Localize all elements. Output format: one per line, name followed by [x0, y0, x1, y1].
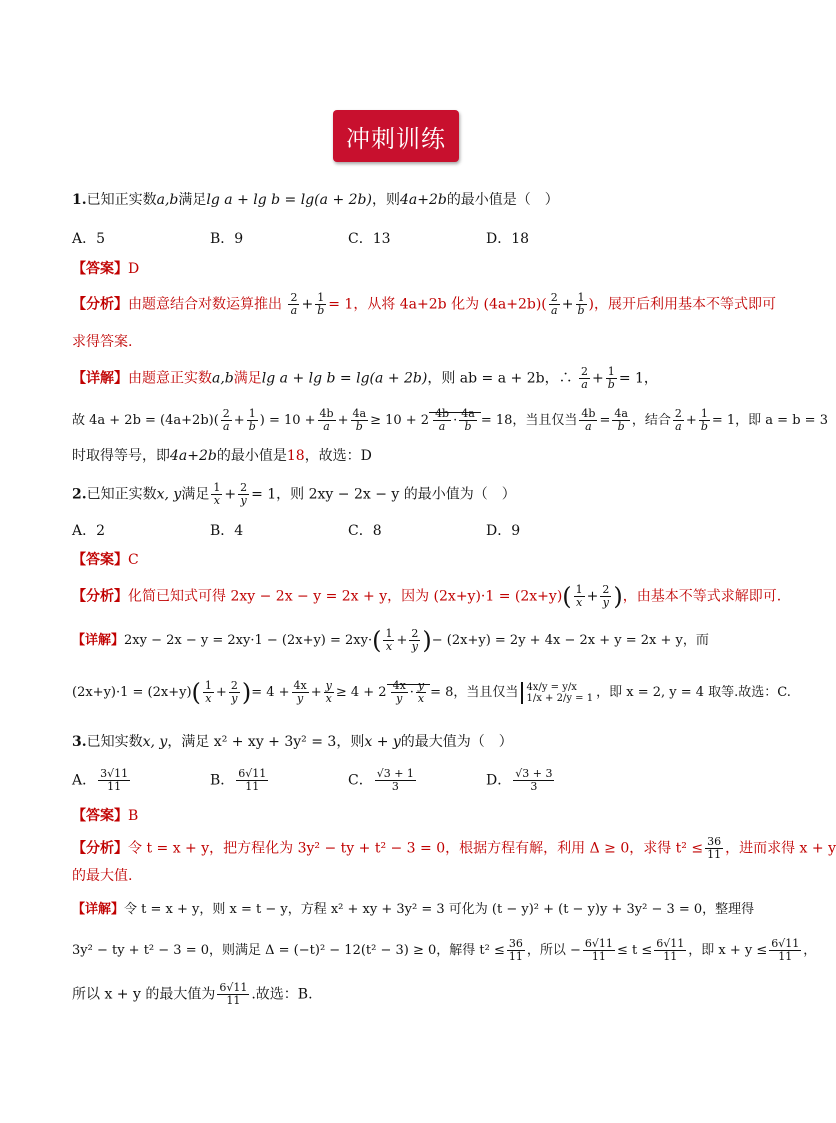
fraction: $\frac{4b}{a}$: [581, 407, 596, 433]
q3-analysis: [72, 836, 836, 861]
q3-number: 3.: [72, 734, 87, 750]
q2-stem-text: = 1，则 2xy − 2x − y 的最小值为（ ）: [251, 486, 516, 503]
detail-text: 所以 x + y 的最大值为: [72, 986, 216, 1003]
q1-detail-line2: 故 4a + 2b = (4a+2b)( $\frac{2}{a}$ + $\frac{1}{b}$ ) = 10 + $\frac{4b}{a}$ + $\frac{4a}{b}$ ≥ 10 + 2 $\frac{4b}{a}$ · $\frac{4a}{b}$ = 18，当且仅当 $\frac{4b}{a}$ = $\frac{4a}{b}$ ，结合 $\frac{2}{a}$ + $\frac{1}{b}$ = 1，即 a = b = 3: [72, 407, 828, 433]
q1-option-c[interactable]: C．13: [348, 231, 391, 247]
detail-equation: lg a + lg b = lg(a + 2b): [261, 370, 428, 387]
q1-detail: 【详解】由题意正实数a,b满足lg a + lg b = lg(a + 2b)，则 ab = a + 2b，∴ $\frac{2}{a}$ + $\frac{1}{b}$ = 1，: [72, 365, 658, 391]
answer-value: B: [128, 808, 139, 824]
q1-stem-text: 满足: [178, 192, 207, 208]
analysis-text: = 1，从将 4a+2b 化为 (4a+2b)(: [328, 296, 547, 313]
fraction: $\frac{36}{11}$: [707, 835, 722, 861]
q1-equation: lg a + lg b = lg(a + 2b): [206, 192, 372, 208]
detail-text: ，即 x + y ≤: [688, 943, 768, 958]
detail-text: ，: [803, 943, 817, 958]
analysis-text: 由题意结合对数运算推出: [128, 296, 282, 313]
q1-detail-line3: [72, 446, 372, 466]
fraction: $\frac{1}{b}$: [700, 407, 708, 433]
fraction: $\frac{6√11}{11}$: [219, 981, 248, 1007]
q2-stem-text: 已知正实数: [86, 486, 157, 503]
detail-text: 时取得等号，即: [72, 448, 170, 464]
q2-number: 2.: [72, 486, 87, 503]
q3-stem-text: 已知实数: [86, 734, 143, 750]
detail-expression: 4a+2b: [170, 448, 217, 464]
q2-detail-line2: (2x+y)·1 = (2x+y)( $\frac{1}{x}$ + $\frac{2}{y}$ )= 4 + $\frac{4x}{y}$ + $\frac{y}{x}$ ≥ 4 + 2 $\frac{4x}{y}$ · $\frac{y}{x}$ = 8，当且仅当 4x/y = y/x 1/x + 2/y = 1 ，即 x = 2, y = 4 取等.故选：C.: [72, 678, 791, 707]
detail-text: ，故选：D: [304, 448, 372, 464]
sqrt-expression: $\frac{4b}{a}$ · $\frac{4a}{b}$: [429, 412, 481, 428]
detail-text: 的最小值是: [216, 448, 287, 464]
analysis-text: 化简已知式可得 2xy − 2x − y = 2x + y，因为 (2x+y)·1 = (2x+y): [128, 588, 563, 605]
detail-text: ≤ t ≤: [616, 943, 653, 958]
answer-value: D: [128, 261, 140, 277]
answer-value: C: [128, 552, 139, 568]
fraction: $\frac{4x}{y}$: [293, 679, 307, 705]
q3-expression: x + y: [364, 734, 401, 750]
q1-stem-text: 已知正实数: [86, 192, 157, 208]
detail-text: 令 t = x + y，则 x = t − y，方程 x² + xy + 3y² = 3 可化为 (t − y)² + (t − y)y + 3y² − 3 = 0，整理得: [124, 902, 755, 917]
q2-detail: 【详解】2xy − 2x − y = 2xy·1 − (2x+y) = 2xy·( $\frac{1}{x}$ + $\frac{2}{y}$ )− (2x+y) = 2y + 4x − 2x + y = 2x + y，而: [72, 626, 709, 655]
fraction: $\frac{4b}{a}$: [319, 407, 334, 433]
fraction: $\frac{2}{y}$: [602, 583, 610, 609]
q3-analysis-cont: 的最大值.: [72, 868, 133, 884]
q2-vars: x, y: [156, 486, 182, 503]
q3-option-a[interactable]: A． $\frac{3√11}{11}$: [72, 767, 129, 793]
q2-stem: 2.已知正实数x, y满足 $\frac{1}{x}$ + $\frac{2}{y}$ = 1，则 2xy − 2x − y 的最小值为（ ）: [72, 481, 516, 507]
q3-stem-text: ，满足 x² + xy + 3y² = 3，则: [167, 734, 365, 750]
detail-text: ，则 ab = a + 2b，∴: [427, 370, 573, 387]
fraction: $\frac{6√11}{11}$: [656, 937, 685, 963]
q1-option-d[interactable]: D．18: [486, 231, 530, 247]
q2-option-d[interactable]: D．9: [486, 523, 521, 539]
detail-text: = 1，: [618, 370, 658, 387]
answer-tag: 【答案】: [72, 261, 128, 277]
q3-detail-line2: [72, 938, 816, 963]
detail-text: ) = 10 +: [259, 413, 316, 428]
q1-option-a[interactable]: A．5: [72, 231, 106, 247]
fraction: $\frac{2}{a}$: [222, 407, 230, 433]
fraction: $\frac{1}{x}$: [213, 481, 221, 507]
banner-title: 冲刺训练: [346, 124, 446, 153]
fraction: $\frac{4a}{b}$: [614, 407, 628, 433]
detail-text: ，结合: [631, 413, 671, 428]
detail-text: ≥ 4 + 2: [335, 685, 387, 700]
q1-analysis-cont: 求得答案.: [72, 334, 133, 350]
fraction: $\frac{1}{x}$: [385, 627, 393, 653]
section-banner: [333, 110, 459, 162]
detail-text: 故 4a + 2b = (4a+2b)(: [72, 413, 219, 428]
fraction: $\frac{1}{x}$: [575, 583, 583, 609]
analysis-text: )，展开后利用基本不等式即可: [588, 296, 777, 313]
fraction: $\frac{2}{y}$: [230, 679, 238, 705]
q2-analysis: 【分析】化简已知式可得 2xy − 2x − y = 2x + y，因为 (2x+y)·1 = (2x+y)( $\frac{1}{x}$ + $\frac{2}{y}$ )，由基本不等式求解即可.: [72, 582, 782, 611]
detail-text: = 1，即 a = b = 3: [711, 413, 828, 428]
q3-option-c[interactable]: C． $\frac{√3 + 1}{3}$: [348, 767, 414, 793]
detail-vars: a,b: [212, 370, 234, 387]
detail-text: ，即 x = 2, y = 4 取等.故选：C.: [596, 685, 791, 700]
detail-tag: 【详解】: [72, 633, 125, 648]
detail-text: ≥ 10 + 2: [370, 413, 430, 428]
q3-stem-text: 的最大值为（ ）: [400, 734, 513, 750]
analysis-text: ，进而求得 x + y: [725, 840, 836, 857]
q1-vars: a,b: [156, 192, 179, 208]
fraction: $\frac{2}{a}$: [581, 365, 589, 391]
q3-option-b[interactable]: B． $\frac{6√11}{11}$: [210, 767, 267, 793]
fraction: $\frac{y}{x}$: [325, 679, 332, 705]
fraction: $\frac{6√11}{11}$: [584, 937, 613, 963]
q2-option-c[interactable]: C．8: [348, 523, 382, 539]
answer-tag: 【答案】: [72, 808, 128, 824]
fraction: $\frac{2}{a}$: [550, 291, 558, 317]
detail-text: (2x+y)·1 = (2x+y): [72, 685, 192, 700]
answer-tag: 【答案】: [72, 552, 128, 568]
detail-result: 18: [286, 448, 305, 464]
q3-vars: x, y: [142, 734, 168, 750]
detail-text: = 18，当且仅当: [480, 413, 578, 428]
fraction: $\frac{1}{b}$: [607, 365, 615, 391]
detail-text: 2xy − 2x − y = 2xy·1 − (2x+y) = 2xy·: [124, 633, 373, 648]
detail-tag: 【详解】: [72, 370, 128, 387]
fraction: $\frac{2}{a}$: [674, 407, 682, 433]
fraction: $\frac{2}{y}$: [411, 627, 419, 653]
detail-text: = 8，当且仅当: [430, 685, 519, 700]
q2-stem-text: 满足: [181, 486, 210, 503]
q1-stem-text: 的最小值是（ ）: [446, 192, 559, 208]
q1-number: 1.: [72, 192, 87, 208]
analysis-tag: 【分析】: [72, 588, 128, 605]
fraction: $\frac{4a}{b}$: [352, 407, 367, 433]
q1-option-b[interactable]: B．9: [210, 231, 244, 247]
q3-stem: [72, 732, 513, 752]
detail-text: 3y² − ty + t² − 3 = 0，则满足 Δ = (−t)² − 12(t² − 3) ≥ 0，解得 t² ≤: [72, 943, 505, 958]
fraction: $\frac{2}{y}$: [240, 481, 248, 507]
equation-system: 4x/y = y/x 1/x + 2/y = 1: [521, 682, 593, 704]
q3-answer: [72, 806, 138, 826]
fraction: $\frac{36}{11}$: [508, 937, 523, 963]
q3-detail: [72, 900, 754, 920]
q2-option-a[interactable]: A．2: [72, 523, 106, 539]
fraction: $\frac{1}{b}$: [577, 291, 585, 317]
detail-text: .故选：B.: [251, 986, 313, 1003]
fraction: $\frac{1}{x}$: [204, 679, 212, 705]
q1-stem: [72, 190, 559, 210]
detail-text: 由题意正实数: [128, 370, 212, 387]
fraction: $\frac{1}{b}$: [248, 407, 256, 433]
sqrt-expression: $\frac{4x}{y}$ · $\frac{y}{x}$: [387, 684, 431, 700]
detail-tag: 【详解】: [72, 902, 125, 917]
q3-detail-line3: [72, 982, 313, 1007]
detail-text: ，所以 −: [526, 943, 581, 958]
detail-text: = 4 +: [251, 685, 290, 700]
q1-expression: 4a+2b: [399, 192, 447, 208]
analysis-tag: 【分析】: [72, 840, 128, 857]
analysis-text: ，由基本不等式求解即可.: [622, 588, 782, 605]
analysis-text: 令 t = x + y，把方程化为 3y² − ty + t² − 3 = 0，根据方程有解，利用 Δ ≥ 0，求得 t² ≤: [128, 840, 704, 857]
fraction: $\frac{1}{b}$: [317, 291, 325, 317]
q1-stem-text: ，则: [371, 192, 400, 208]
q1-answer: [72, 259, 139, 279]
q3-option-d[interactable]: D． $\frac{√3 + 3}{3}$: [486, 767, 553, 793]
fraction: $\frac{6√11}{11}$: [771, 937, 800, 963]
detail-text: − (2x+y) = 2y + 4x − 2x + y = 2x + y，而: [431, 633, 709, 648]
fraction: $\frac{2}{a}$: [290, 291, 298, 317]
q2-answer: [72, 550, 139, 570]
q2-option-b[interactable]: B．4: [210, 523, 244, 539]
q1-analysis: 【分析】由题意结合对数运算推出 $\frac{2}{a}$ + $\frac{1}{b}$ = 1，从将 4a+2b 化为 (4a+2b)( $\frac{2}{a}$ + $\frac{1}{b}$ )，展开后利用基本不等式即可: [72, 291, 777, 317]
analysis-tag: 【分析】: [72, 296, 128, 313]
detail-text: 满足: [233, 370, 262, 387]
